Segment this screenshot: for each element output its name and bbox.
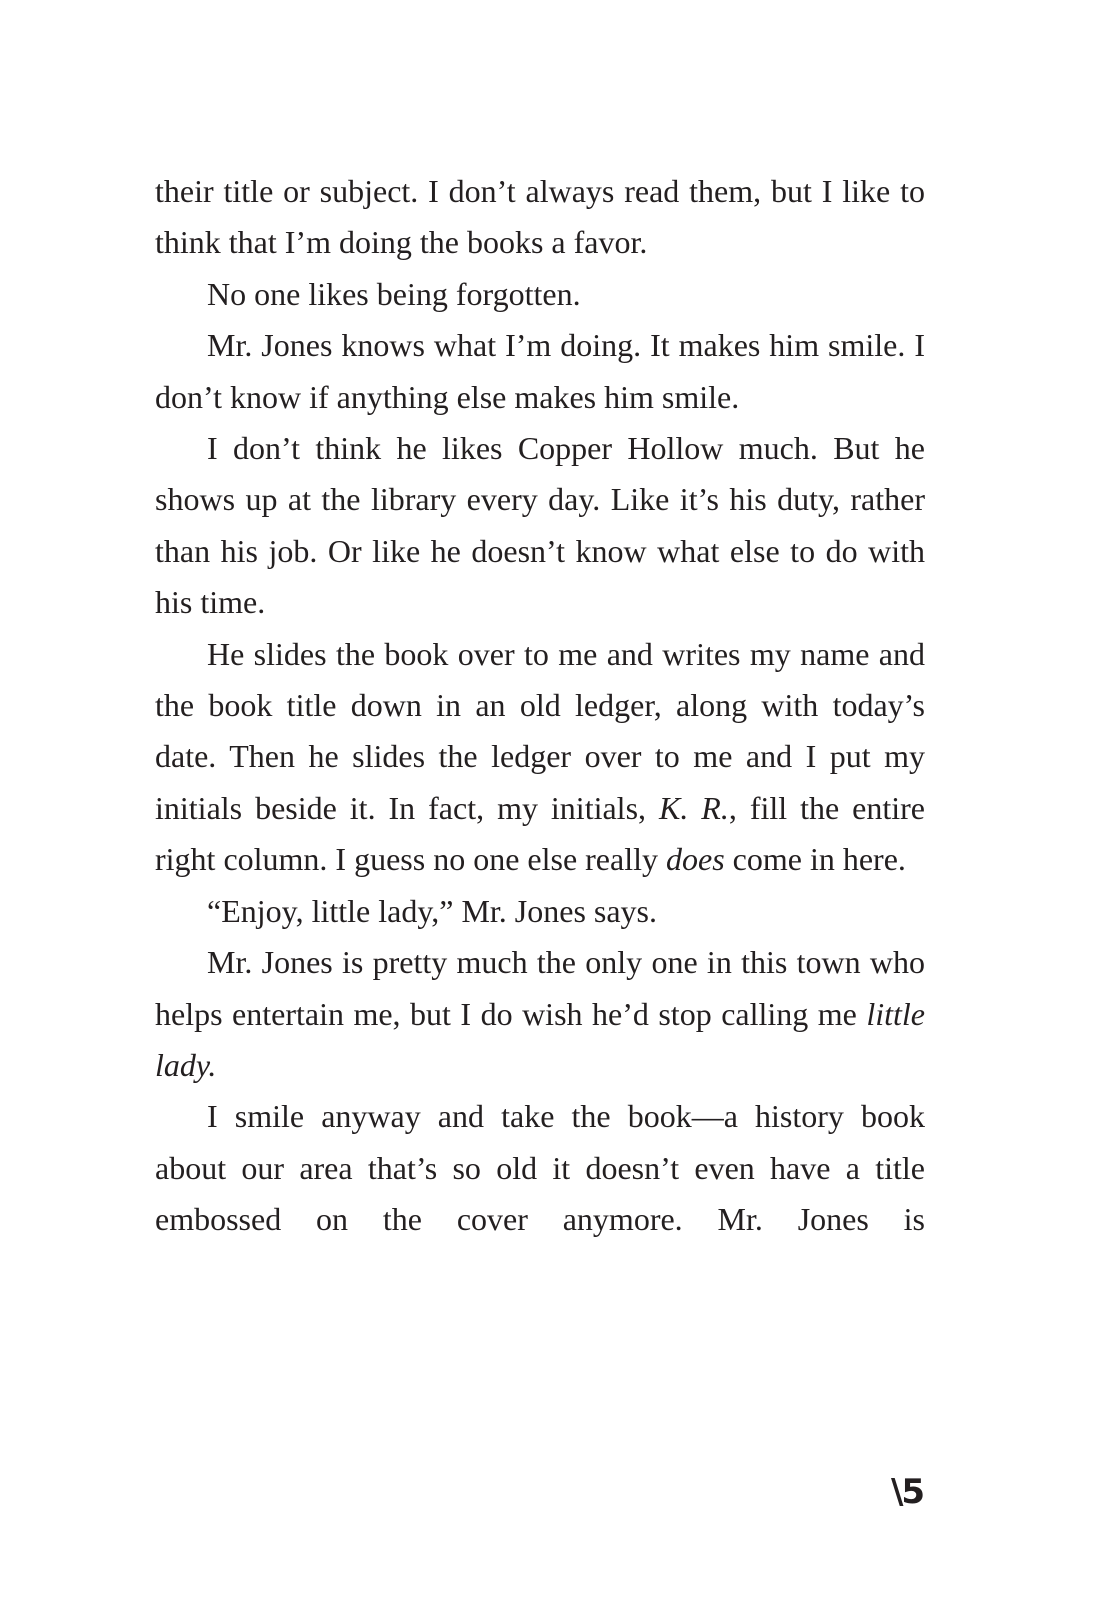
paragraph-6 <box>155 886 925 937</box>
paragraph-5 <box>155 629 925 886</box>
paragraph-1 <box>155 166 925 269</box>
paragraph-3 <box>155 320 925 423</box>
paragraph-8-text: I smile anyway and take the book—a history book about our area that’s so old it doesn’t even have a title embossed on the cover anymore. Mr. Jones is <box>155 1098 925 1238</box>
paragraph-3-text: Mr. Jones knows what I’m doing. It makes him smile. I don’t know if anything else makes him smile. <box>155 327 925 415</box>
paragraph-2 <box>155 269 925 320</box>
little-lady-italic: little lady. <box>155 995 925 1083</box>
paragraph-4 <box>155 423 925 629</box>
body-text <box>155 166 925 1246</box>
paragraph-7 <box>155 937 925 1091</box>
initials-italic: K. R. <box>659 789 729 826</box>
paragraph-5-text-b: , fill the entire right column. I guess no one else really <box>155 789 926 878</box>
paragraph-6-text: “Enjoy, little lady,” Mr. Jones says. <box>207 892 657 929</box>
paragraph-5-text-c: come in here. <box>724 841 906 878</box>
paragraph-1-text: their title or subject. I don’t always read them, but I like to think that I’m doing the books a favor. <box>155 173 925 261</box>
paragraph-8 <box>155 1091 925 1245</box>
paragraph-4-text: I don’t think he likes Copper Hollow much. But he shows up at the library every day. Like it’s his duty, rather than his job. Or like he doesn’t know what else to do with his time. <box>155 430 925 621</box>
page-number: \5 <box>891 1472 924 1512</box>
paragraph-7-text: Mr. Jones is pretty much the only one in this town who helps entertain me, but I do wish he’d stop calling me <box>155 944 925 1032</box>
paragraph-5-text-a: He slides the book over to me and writes my name and the book title down in an old ledger, along with today’s date. Then he slides the ledger over to me and I put my initials beside it. In fact, my initials, <box>155 635 925 826</box>
paragraph-2-text: No one likes being forgotten. <box>207 275 581 312</box>
does-italic: does <box>665 841 725 878</box>
